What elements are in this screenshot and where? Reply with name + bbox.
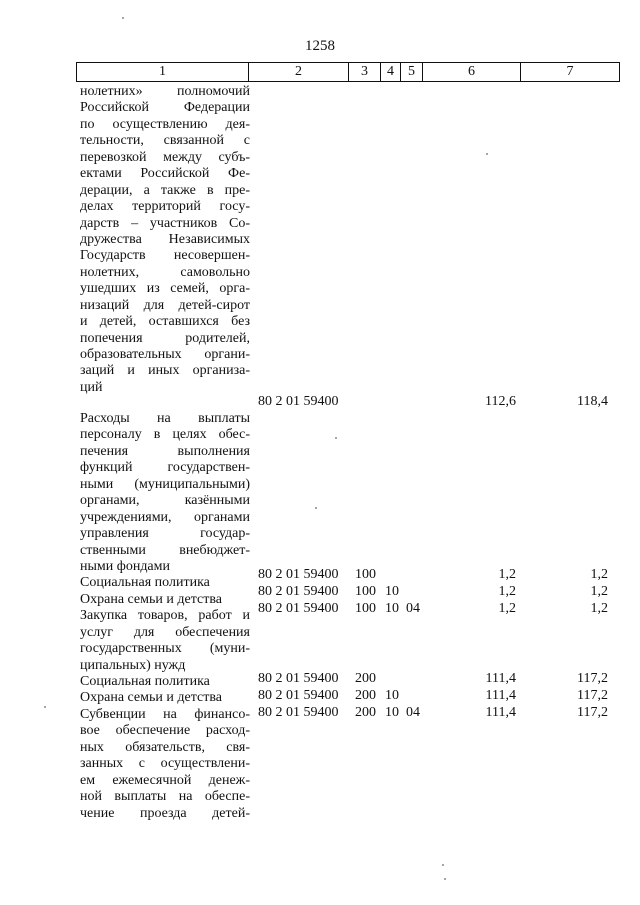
- description-line: ектами Российской Фе-: [80, 166, 250, 182]
- description-line: государственных (муни-: [80, 641, 250, 657]
- row-value-6: 111,4: [485, 671, 516, 686]
- table-header: [76, 62, 620, 82]
- scan-speck: [444, 878, 446, 880]
- description-line: Государств несовершен-: [80, 248, 250, 264]
- row-value-6: 1,2: [498, 601, 516, 616]
- description-line: образовательных органи-: [80, 347, 250, 362]
- description-line: чение проезда детей-: [80, 805, 250, 821]
- description-block-2: [80, 411, 250, 822]
- column-header-1: 1: [77, 63, 249, 81]
- row-value-7: 118,4: [577, 394, 608, 409]
- row-col3: 100: [355, 584, 376, 599]
- scan-speck: [315, 507, 317, 509]
- description-line: ными фондами: [80, 558, 171, 574]
- row-value-7: 117,2: [577, 671, 608, 686]
- description-line: занных с осуществлени-: [80, 756, 250, 772]
- row-value-6: 1,2: [498, 567, 516, 582]
- row-col3: 200: [355, 671, 376, 686]
- row-col4: 10: [385, 705, 399, 720]
- row-code: 80 2 01 59400: [258, 584, 339, 599]
- column-header-4: 4: [381, 63, 401, 81]
- row-code: 80 2 01 59400: [258, 601, 339, 616]
- description-line: Социальная политика: [80, 674, 210, 689]
- description-line: Закупка товаров, работ и: [80, 608, 250, 624]
- description-line: Охрана семьи и детства: [80, 591, 222, 607]
- column-header-2: 2: [249, 63, 349, 81]
- description-line: функций государствен-: [80, 460, 250, 476]
- row-code: 80 2 01 59400: [258, 688, 339, 703]
- description-line: Социальная политика: [80, 575, 210, 591]
- description-line: ной выплаты на обеспе-: [80, 789, 250, 805]
- description-line: ем ежемесячной денеж-: [80, 772, 250, 788]
- row-value-7: 1,2: [590, 601, 608, 616]
- scan-speck: [335, 437, 337, 439]
- row-value-7: 1,2: [590, 584, 608, 599]
- description-line: перевозкой между субъ-: [80, 149, 250, 165]
- scan-speck: [442, 864, 444, 866]
- row-code: 80 2 01 59400: [258, 671, 339, 686]
- row-value-6: 111,4: [485, 705, 516, 720]
- column-header-6: 6: [423, 63, 521, 81]
- description-line: дружества Независимых: [80, 231, 250, 247]
- row-value-7: 1,2: [590, 567, 608, 582]
- page-number: 1258: [305, 38, 335, 54]
- description-line: ушедших из семей, орга-: [80, 281, 250, 297]
- scan-speck: [486, 153, 488, 155]
- row-col3: 100: [355, 601, 376, 616]
- row-col5: 04: [406, 705, 420, 720]
- row-col3: 100: [355, 567, 376, 582]
- scan-speck: [122, 17, 124, 19]
- row-value-7: 117,2: [577, 705, 608, 720]
- row-value-7: 117,2: [577, 688, 608, 703]
- description-line: низаций для детей-сирот: [80, 297, 250, 313]
- description-line: органами, казёнными: [80, 493, 250, 509]
- row-value-6: 111,4: [485, 688, 516, 703]
- description-line: нолетних» полномочий: [80, 84, 250, 99]
- description-line: персоналу в целях обес-: [80, 427, 250, 443]
- description-line: Расходы на выплаты: [80, 411, 250, 426]
- description-line: управления государ-: [80, 526, 250, 542]
- description-line: ций: [80, 379, 103, 395]
- description-line: Российской Федерации: [80, 100, 250, 116]
- description-line: заций и иных организа-: [80, 363, 250, 379]
- description-line: Охрана семьи и детства: [80, 690, 222, 706]
- column-header-3: 3: [349, 63, 381, 81]
- scan-speck: [44, 706, 46, 708]
- description-line: ственными внебюджет-: [80, 542, 250, 558]
- description-line: учреждениями, органами: [80, 509, 250, 525]
- description-line: ципальных) нужд: [80, 657, 186, 673]
- column-header-7: 7: [566, 64, 574, 79]
- row-value-6: 1,2: [498, 584, 516, 599]
- row-code: 80 2 01 59400: [258, 394, 339, 409]
- row-col3: 200: [355, 705, 376, 720]
- row-col5: 04: [406, 601, 420, 616]
- description-line: делах территорий госу-: [80, 199, 250, 215]
- description-line: дерации, а также в пре-: [80, 182, 250, 198]
- description-line: Субвенции на финансо-: [80, 706, 250, 722]
- row-col3: 200: [355, 688, 376, 703]
- description-line: попечения родителей,: [80, 330, 250, 346]
- description-line: печения выполнения: [80, 443, 250, 459]
- description-line: нолетних, самовольно: [80, 264, 250, 280]
- description-line: услуг для обеспечения: [80, 624, 250, 640]
- description-line: ными (муниципальными): [80, 476, 250, 492]
- row-code: 80 2 01 59400: [258, 705, 339, 720]
- description-line: дарств – участников Со-: [80, 215, 250, 231]
- description-line: и детей, оставшихся без: [80, 314, 250, 330]
- row-col4: 10: [385, 688, 399, 703]
- description-line: ных обязательств, свя-: [80, 739, 250, 755]
- row-value-6: 112,6: [485, 394, 516, 409]
- description-line: по осуществлению дея-: [80, 116, 250, 132]
- row-code: 80 2 01 59400: [258, 567, 339, 582]
- description-block-1: [80, 84, 250, 396]
- description-line: вое обеспечение расход-: [80, 723, 250, 739]
- column-header-5: 5: [401, 63, 423, 81]
- row-col4: 10: [385, 584, 399, 599]
- description-line: тельности, связанной с: [80, 133, 250, 149]
- row-col4: 10: [385, 601, 399, 616]
